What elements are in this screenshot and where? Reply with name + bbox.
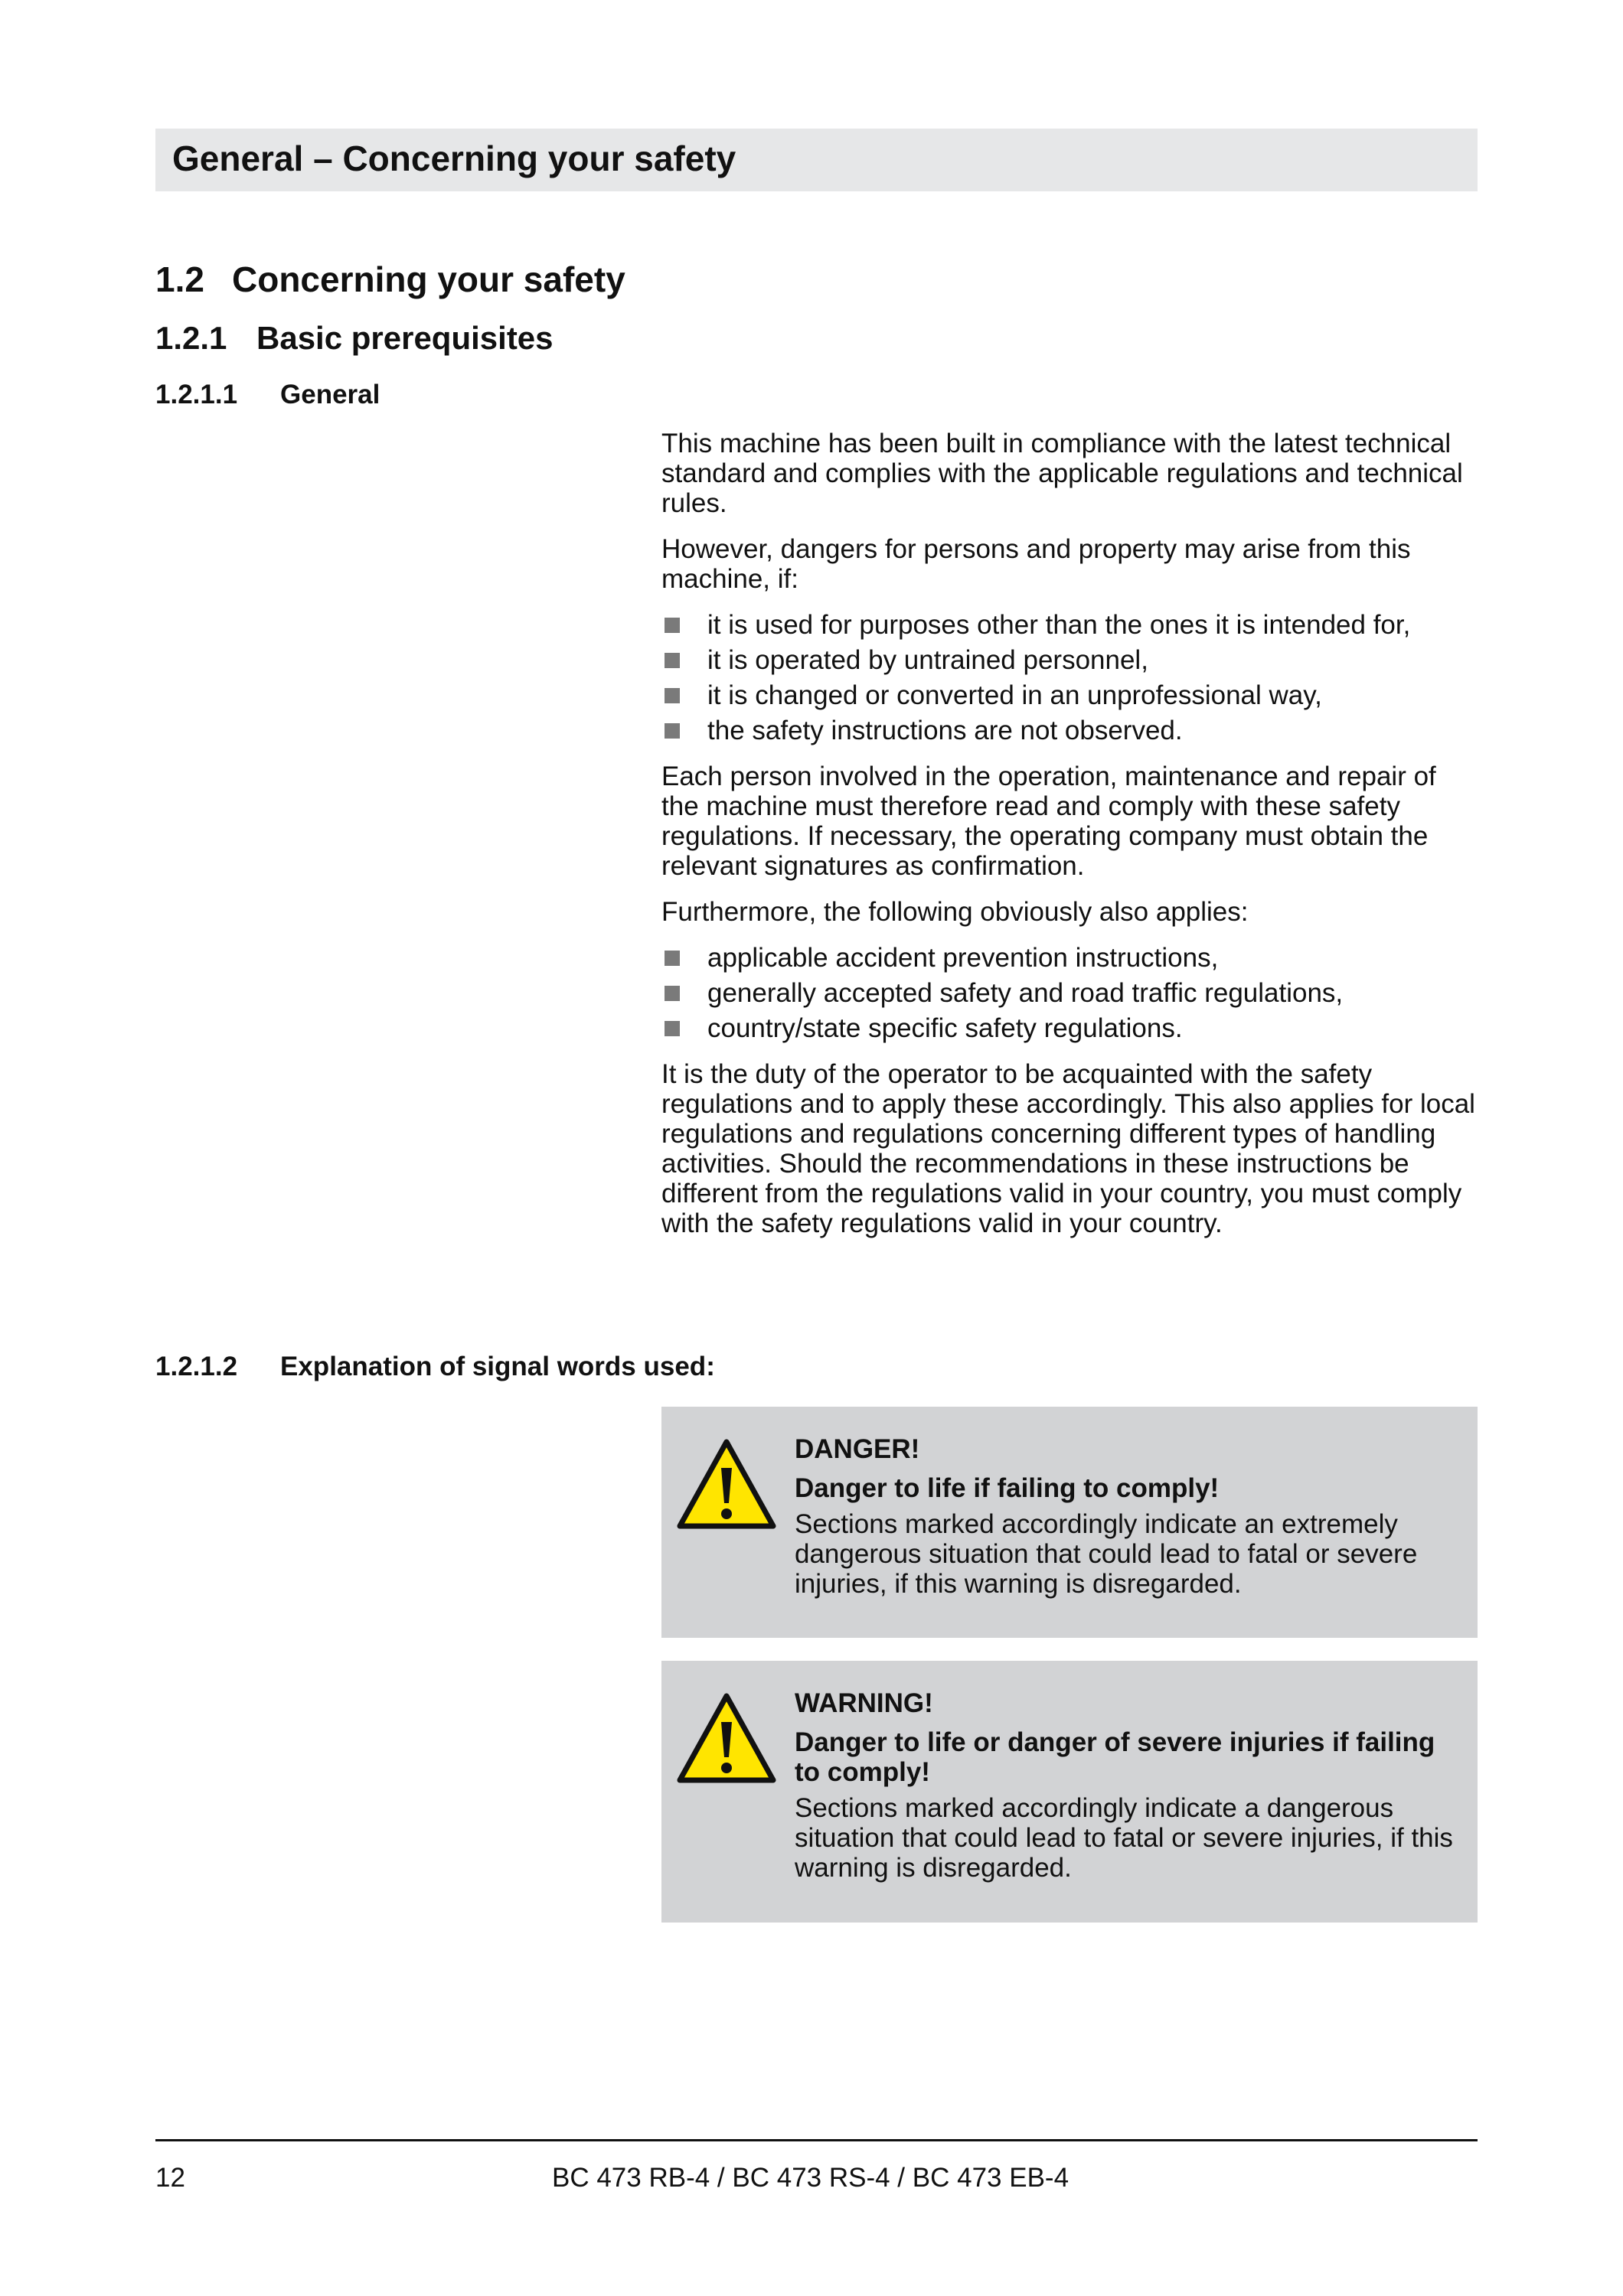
square-bullet-icon [665, 986, 680, 1001]
warning-text-block [795, 1688, 1461, 1883]
square-bullet-icon [665, 1021, 680, 1036]
regulations-list [661, 943, 1481, 1043]
paragraph: It is the duty of the operator to be acquainted with the safety regulations and to apply these accordingly. This also applies for local regulations and regulations concerning different types of handling activities. Should the recommendations in these instructions be different from the regulations valid in your country, you must comply with the safety regulations valid in your country. [661, 1059, 1475, 1238]
list-item [661, 716, 1481, 745]
paragraph: Each person involved in the operation, maintenance and repair of the machine must therefore read and comply with these safety regulations. If necessary, the operating company must obtain the relevant signatures as confirmation. [661, 762, 1436, 881]
section-number: 1.2 [155, 259, 204, 299]
section-title: Concerning your safety [232, 259, 625, 299]
list-item [661, 943, 1481, 973]
subsection-number: 1.2.1 [155, 320, 227, 356]
list-item [661, 1013, 1481, 1043]
warning-subtitle: Danger to life or danger of severe injuries if failing to comply! [795, 1727, 1435, 1787]
subsection-heading [155, 320, 554, 357]
square-bullet-icon [665, 723, 680, 739]
subsection-title: Basic prerequisites [256, 320, 554, 356]
danger-text-block [795, 1434, 1461, 1599]
warning-triangle-icon [675, 1691, 778, 1785]
general-body [661, 429, 1481, 1254]
list-item [661, 645, 1481, 675]
list-item-text: it is used for purposes other than the ones it is intended for, [707, 610, 1411, 640]
warning-title: WARNING! [795, 1688, 933, 1718]
list-item-text: the safety instructions are not observed. [707, 716, 1183, 745]
square-bullet-icon [665, 653, 680, 668]
warning-description: Sections marked accordingly indicate a dangerous situation that could lead to fatal or severe injuries, if this warning is disregarded. [795, 1793, 1453, 1883]
paragraph: Furthermore, the following obviously also applies: [661, 897, 1249, 927]
list-item [661, 680, 1481, 710]
list-item [661, 610, 1481, 640]
danger-title: DANGER! [795, 1434, 920, 1464]
list-item-text: generally accepted safety and road traffic regulations, [707, 978, 1344, 1008]
list-item-text: applicable accident prevention instructions, [707, 943, 1219, 973]
paragraph: This machine has been built in compliance with the latest technical standard and complies with the applicable regulations and technical rules. [661, 429, 1463, 518]
general-heading [155, 380, 380, 410]
general-title: General [280, 380, 380, 409]
danger-subtitle: Danger to life if failing to comply! [795, 1473, 1220, 1503]
list-item-text: country/state specific safety regulations. [707, 1013, 1183, 1043]
signal-words-title: Explanation of signal words used: [280, 1352, 715, 1381]
model-designation: BC 473 RB-4 / BC 473 RS-4 / BC 473 EB-4 [552, 2163, 1069, 2193]
signal-words-number: 1.2.1.2 [155, 1352, 238, 1381]
footer-divider [155, 2139, 1478, 2141]
paragraph: However, dangers for persons and property may arise from this machine, if: [661, 534, 1411, 594]
header-title: General – Concerning your safety [172, 139, 736, 178]
list-item-text: it is operated by untrained personnel, [707, 645, 1148, 675]
square-bullet-icon [665, 951, 680, 966]
danger-box [661, 1407, 1478, 1638]
header-band [155, 129, 1478, 191]
section-heading [155, 259, 625, 300]
page-number: 12 [155, 2163, 185, 2193]
list-item [661, 978, 1481, 1008]
warning-triangle-icon [675, 1437, 778, 1531]
square-bullet-icon [665, 688, 680, 703]
list-item-text: it is changed or converted in an unprofessional way, [707, 680, 1322, 710]
signal-words-heading [155, 1352, 715, 1382]
warning-box [661, 1661, 1478, 1923]
general-number: 1.2.1.1 [155, 380, 238, 409]
danger-description: Sections marked accordingly indicate an extremely dangerous situation that could lead to fatal or severe injuries, if this warning is disregarded. [795, 1509, 1418, 1599]
square-bullet-icon [665, 618, 680, 633]
condition-list [661, 610, 1481, 745]
